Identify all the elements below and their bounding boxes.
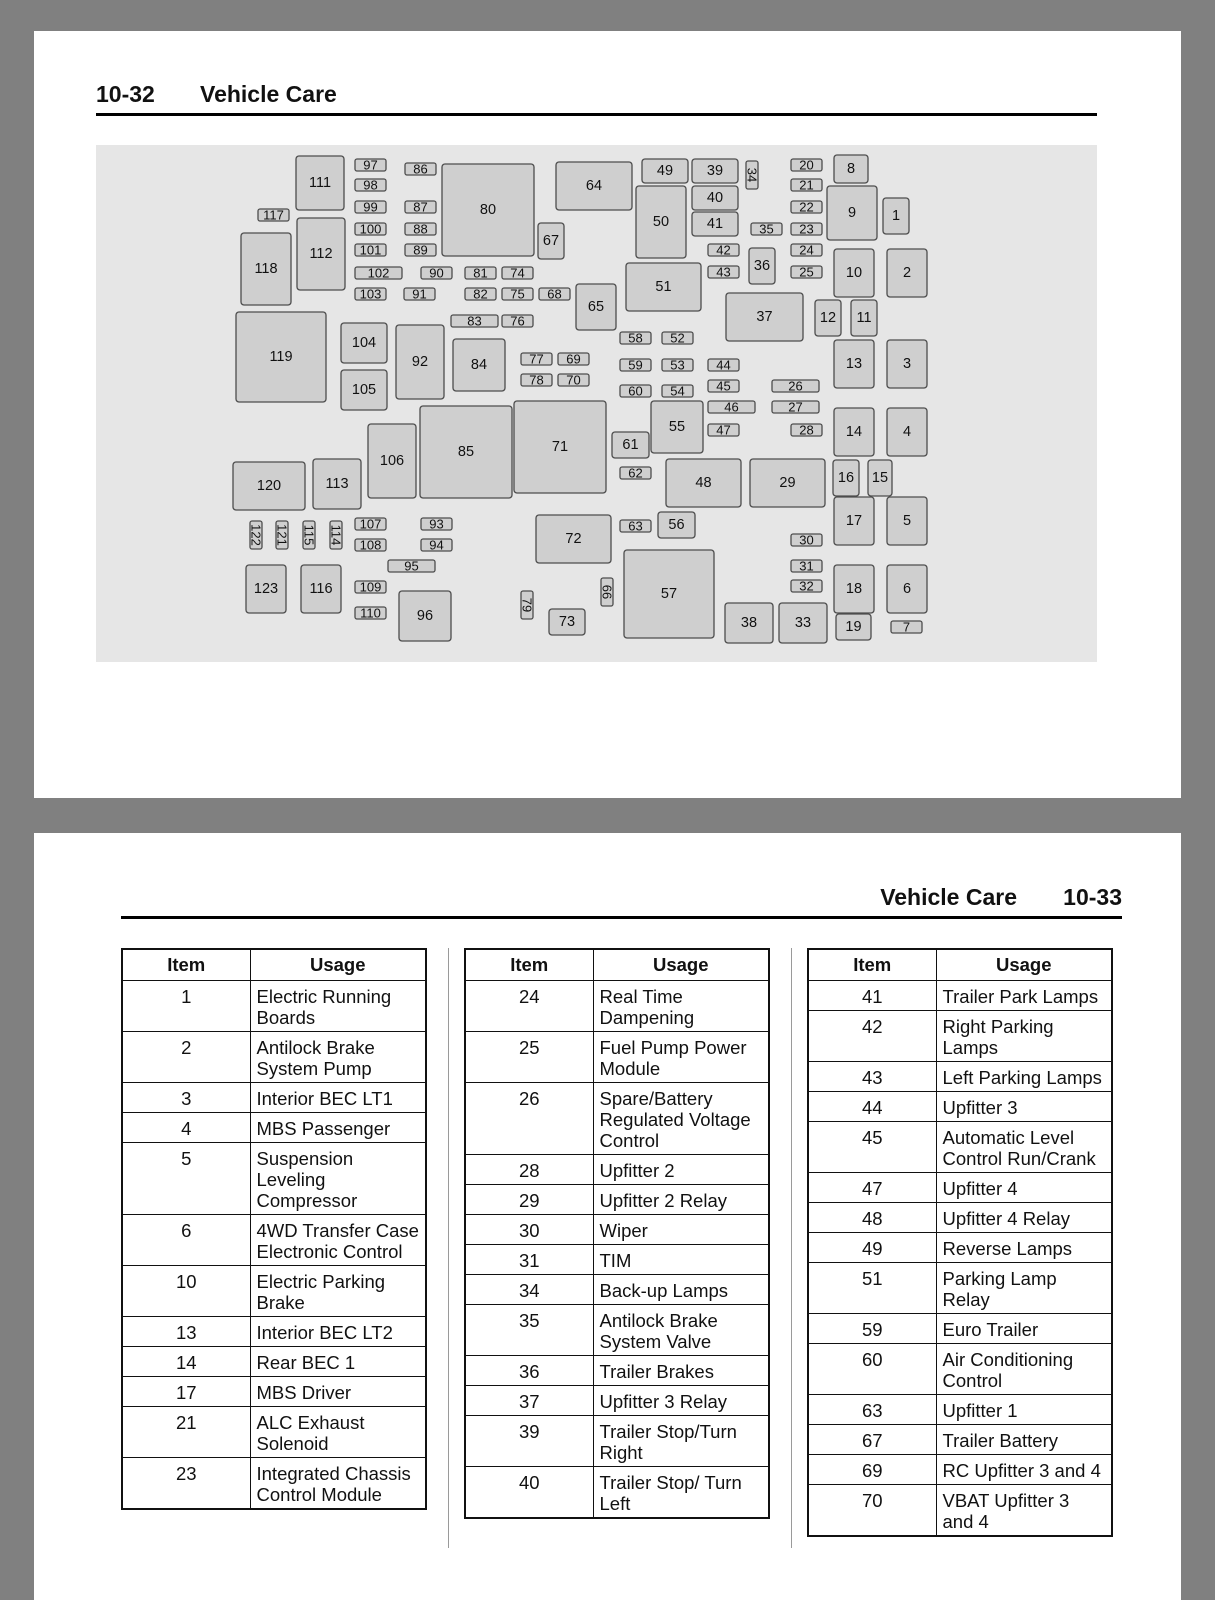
fuse-slot-label: 34 bbox=[744, 167, 760, 183]
page-number: 10-33 bbox=[1063, 884, 1122, 910]
fuse-slot-label: 66 bbox=[599, 584, 615, 600]
fuse-slot-label: 106 bbox=[379, 453, 405, 469]
item-cell: 63 bbox=[808, 1395, 936, 1425]
fuse-slot-label: 81 bbox=[473, 265, 488, 281]
fuse-slot-label: 113 bbox=[325, 476, 349, 492]
fuse-slot-label: 86 bbox=[413, 161, 428, 177]
fuse-slot-label: 11 bbox=[856, 310, 872, 326]
item-cell: 43 bbox=[808, 1062, 936, 1092]
item-cell: 36 bbox=[465, 1356, 593, 1386]
table-row bbox=[122, 1083, 426, 1113]
table-row bbox=[122, 1215, 426, 1266]
item-cell: 21 bbox=[122, 1407, 250, 1458]
fuse-slot-label: 122 bbox=[248, 524, 264, 546]
fuse-slot-label: 68 bbox=[547, 286, 562, 302]
item-cell: 14 bbox=[122, 1347, 250, 1377]
page-header bbox=[96, 81, 1097, 116]
fuse-slot-label: 95 bbox=[404, 558, 419, 574]
usage-cell: Trailer Park Lamps bbox=[936, 981, 1112, 1011]
fuse-slot-label: 80 bbox=[479, 202, 497, 218]
fuse-slot-label: 105 bbox=[351, 382, 377, 398]
item-cell: 24 bbox=[465, 981, 593, 1032]
fuse-slot-label: 38 bbox=[740, 615, 758, 631]
fuse-slot-label: 111 bbox=[308, 175, 332, 191]
fuse-slot-label: 42 bbox=[716, 242, 731, 258]
fuse-slot-label: 15 bbox=[871, 470, 889, 486]
item-cell: 42 bbox=[808, 1011, 936, 1062]
usage-cell: Interior BEC LT1 bbox=[250, 1083, 426, 1113]
fuse-slot-label: 79 bbox=[519, 597, 535, 613]
fuse-slot-label: 45 bbox=[716, 378, 731, 394]
fuse-slot-label: 108 bbox=[359, 537, 382, 553]
item-cell: 26 bbox=[465, 1083, 593, 1155]
item-cell: 23 bbox=[122, 1458, 250, 1510]
usage-cell: Left Parking Lamps bbox=[936, 1062, 1112, 1092]
fuse-slot-label: 78 bbox=[529, 372, 544, 388]
fuse-slot-label: 10 bbox=[845, 265, 863, 281]
table-row bbox=[122, 1032, 426, 1083]
usage-cell: MBS Driver bbox=[250, 1377, 426, 1407]
fuse-slot-label: 77 bbox=[529, 351, 544, 367]
item-cell: 3 bbox=[122, 1083, 250, 1113]
table-row bbox=[808, 1455, 1112, 1485]
fuse-block-diagram bbox=[96, 145, 1097, 662]
fuse-slot-label: 82 bbox=[473, 286, 488, 302]
fuse-slot-label: 30 bbox=[799, 532, 814, 548]
table-row bbox=[465, 1305, 769, 1356]
fuse-usage-table bbox=[807, 948, 1113, 1537]
fuse-slot-label: 32 bbox=[799, 578, 814, 594]
usage-cell: Suspension Leveling Compressor bbox=[250, 1143, 426, 1215]
usage-cell: Automatic Level Control Run/Crank bbox=[936, 1122, 1112, 1173]
table-row bbox=[808, 981, 1112, 1011]
fuse-slot-label: 76 bbox=[510, 313, 525, 329]
fuse-slot-label: 112 bbox=[309, 246, 333, 262]
table-row bbox=[465, 1155, 769, 1185]
item-cell: 28 bbox=[465, 1155, 593, 1185]
fuse-slot-label: 115 bbox=[301, 524, 317, 546]
fuse-slot-label: 25 bbox=[799, 264, 814, 280]
manual-page-right bbox=[34, 833, 1181, 1600]
section-title: Vehicle Care bbox=[200, 81, 337, 107]
usage-cell: Antilock Brake System Pump bbox=[250, 1032, 426, 1083]
fuse-slot-label: 41 bbox=[706, 216, 724, 232]
table-row bbox=[808, 1344, 1112, 1395]
item-cell: 51 bbox=[808, 1263, 936, 1314]
table-row bbox=[808, 1122, 1112, 1173]
fuse-slot-label: 90 bbox=[429, 265, 444, 281]
fuse-slot-label: 71 bbox=[551, 439, 569, 455]
usage-cell: Upfitter 4 bbox=[936, 1173, 1112, 1203]
fuse-slot-label: 103 bbox=[359, 286, 382, 302]
fuse-usage-table bbox=[121, 948, 427, 1510]
fuse-slot-label: 120 bbox=[256, 478, 282, 494]
fuse-slot-label: 19 bbox=[845, 619, 862, 635]
usage-header: Usage bbox=[936, 949, 1112, 981]
fuse-slot-label: 93 bbox=[429, 516, 444, 532]
fuse-slot-label: 99 bbox=[363, 199, 378, 215]
fuse-slot-label: 3 bbox=[902, 356, 912, 372]
fuse-slot-label: 26 bbox=[788, 378, 803, 394]
item-cell: 13 bbox=[122, 1317, 250, 1347]
item-cell: 49 bbox=[808, 1233, 936, 1263]
item-cell: 48 bbox=[808, 1203, 936, 1233]
table-row bbox=[808, 1173, 1112, 1203]
fuse-slot-label: 36 bbox=[753, 258, 771, 274]
usage-cell: Upfitter 3 Relay bbox=[593, 1386, 769, 1416]
usage-cell: Euro Trailer bbox=[936, 1314, 1112, 1344]
fuse-slot-label: 92 bbox=[411, 354, 429, 370]
fuse-slot-label: 39 bbox=[706, 163, 724, 179]
item-cell: 67 bbox=[808, 1425, 936, 1455]
fuse-slot-label: 8 bbox=[846, 161, 856, 177]
item-cell: 2 bbox=[122, 1032, 250, 1083]
fuse-slot-label: 100 bbox=[359, 221, 382, 237]
fuse-slot-label: 23 bbox=[799, 221, 814, 237]
table-row bbox=[808, 1425, 1112, 1455]
fuse-usage-table bbox=[464, 948, 770, 1519]
usage-cell: MBS Passenger bbox=[250, 1113, 426, 1143]
fuse-slot-label: 54 bbox=[670, 383, 685, 399]
fuse-slot-label: 6 bbox=[902, 581, 912, 597]
usage-cell: Upfitter 1 bbox=[936, 1395, 1112, 1425]
usage-cell: Trailer Battery bbox=[936, 1425, 1112, 1455]
usage-cell: Air Conditioning Control bbox=[936, 1344, 1112, 1395]
fuse-slot-label: 83 bbox=[467, 313, 482, 329]
fuse-slot-label: 52 bbox=[670, 330, 685, 346]
fuse-slot-label: 4 bbox=[902, 424, 912, 440]
fuse-slot-label: 118 bbox=[254, 261, 278, 277]
column-divider bbox=[791, 948, 792, 1548]
fuse-slot-label: 107 bbox=[359, 516, 382, 532]
fuse-slot-label: 53 bbox=[670, 357, 685, 373]
fuse-slot-label: 46 bbox=[724, 399, 739, 415]
fuse-slot-label: 12 bbox=[819, 310, 837, 326]
table-row bbox=[808, 1011, 1112, 1062]
column-divider bbox=[448, 948, 449, 1548]
fuse-slot-label: 62 bbox=[628, 465, 643, 481]
item-cell: 1 bbox=[122, 981, 250, 1032]
fuse-slot-label: 61 bbox=[622, 437, 639, 453]
usage-cell: TIM bbox=[593, 1245, 769, 1275]
table-row bbox=[122, 1377, 426, 1407]
usage-cell: Rear BEC 1 bbox=[250, 1347, 426, 1377]
usage-header: Usage bbox=[593, 949, 769, 981]
table-row bbox=[465, 1386, 769, 1416]
fuse-slot-label: 17 bbox=[845, 513, 863, 529]
table-row bbox=[465, 981, 769, 1032]
table-row bbox=[122, 1266, 426, 1317]
fuse-slot-label: 89 bbox=[413, 242, 428, 258]
fuse-slot-label: 5 bbox=[902, 513, 912, 529]
fuse-slot-label: 55 bbox=[668, 419, 686, 435]
fuse-slot-label: 98 bbox=[363, 177, 378, 193]
table-row bbox=[808, 1314, 1112, 1344]
fuse-slot-label: 21 bbox=[799, 177, 814, 193]
table-row bbox=[465, 1467, 769, 1519]
table-row bbox=[465, 1356, 769, 1386]
table-row bbox=[465, 1032, 769, 1083]
item-cell: 6 bbox=[122, 1215, 250, 1266]
fuse-slot-label: 121 bbox=[274, 524, 290, 546]
fuse-slot-label: 123 bbox=[253, 581, 279, 597]
fuse-slot-label: 102 bbox=[367, 265, 390, 281]
usage-cell: RC Upfitter 3 and 4 bbox=[936, 1455, 1112, 1485]
item-cell: 34 bbox=[465, 1275, 593, 1305]
item-cell: 59 bbox=[808, 1314, 936, 1344]
fuse-slot-label: 65 bbox=[587, 299, 605, 315]
fuse-slot-label: 2 bbox=[902, 265, 912, 281]
item-header: Item bbox=[122, 949, 250, 981]
fuse-slot-label: 43 bbox=[716, 264, 731, 280]
table-row bbox=[808, 1233, 1112, 1263]
fuse-slot-label: 110 bbox=[360, 605, 381, 621]
usage-cell: Trailer Stop/Turn Right bbox=[593, 1416, 769, 1467]
section-title: Vehicle Care bbox=[880, 884, 1017, 910]
item-cell: 25 bbox=[465, 1032, 593, 1083]
fuse-slot-label: 9 bbox=[847, 205, 857, 221]
usage-cell: Real Time Dampening bbox=[593, 981, 769, 1032]
usage-cell: ALC Exhaust Solenoid bbox=[250, 1407, 426, 1458]
fuse-slot-label: 7 bbox=[902, 619, 911, 635]
fuse-slot-label: 48 bbox=[695, 475, 712, 491]
table-row bbox=[808, 1062, 1112, 1092]
fuse-slot-label: 119 bbox=[269, 349, 293, 365]
fuse-slot-label: 20 bbox=[799, 157, 814, 173]
item-cell: 37 bbox=[465, 1386, 593, 1416]
item-cell: 35 bbox=[465, 1305, 593, 1356]
item-header: Item bbox=[465, 949, 593, 981]
fuse-slot-label: 72 bbox=[565, 531, 582, 547]
usage-cell: Electric Running Boards bbox=[250, 981, 426, 1032]
fuse-slot-label: 49 bbox=[656, 163, 674, 179]
item-header: Item bbox=[808, 949, 936, 981]
item-cell: 10 bbox=[122, 1266, 250, 1317]
table-row bbox=[465, 1416, 769, 1467]
fuse-slot-label: 85 bbox=[457, 444, 475, 460]
table-row bbox=[465, 1083, 769, 1155]
usage-cell: Trailer Brakes bbox=[593, 1356, 769, 1386]
usage-cell: Wiper bbox=[593, 1215, 769, 1245]
item-cell: 45 bbox=[808, 1122, 936, 1173]
fuse-slot-label: 87 bbox=[413, 199, 428, 215]
table-row bbox=[465, 1275, 769, 1305]
usage-cell: VBAT Upfitter 3 and 4 bbox=[936, 1485, 1112, 1537]
fuse-slot-label: 101 bbox=[359, 242, 382, 258]
item-cell: 47 bbox=[808, 1173, 936, 1203]
fuse-block-svg bbox=[96, 145, 1097, 662]
fuse-slot-label: 47 bbox=[716, 422, 731, 438]
table-row bbox=[465, 1215, 769, 1245]
fuse-slot-label: 104 bbox=[351, 335, 377, 351]
item-cell: 69 bbox=[808, 1455, 936, 1485]
page-header bbox=[121, 884, 1122, 919]
fuse-slot-label: 16 bbox=[837, 470, 855, 486]
usage-cell: Back-up Lamps bbox=[593, 1275, 769, 1305]
fuse-slot-label: 67 bbox=[542, 233, 560, 249]
fuse-slot-label: 59 bbox=[628, 357, 643, 373]
table-row bbox=[465, 1185, 769, 1215]
item-cell: 5 bbox=[122, 1143, 250, 1215]
fuse-slot-label: 94 bbox=[429, 537, 444, 553]
usage-cell: Antilock Brake System Valve bbox=[593, 1305, 769, 1356]
item-cell: 29 bbox=[465, 1185, 593, 1215]
fuse-slot-label: 116 bbox=[309, 581, 333, 597]
usage-cell: Fuel Pump Power Module bbox=[593, 1032, 769, 1083]
table-row bbox=[122, 1143, 426, 1215]
fuse-slot-label: 60 bbox=[628, 383, 643, 399]
table-row bbox=[808, 1395, 1112, 1425]
fuse-slot-label: 28 bbox=[799, 422, 814, 438]
usage-cell: Trailer Stop/ Turn Left bbox=[593, 1467, 769, 1519]
fuse-slot-label: 37 bbox=[756, 309, 773, 325]
fuse-slot-label: 114 bbox=[328, 524, 344, 546]
fuse-slot-label: 31 bbox=[799, 558, 814, 574]
fuse-slot-label: 57 bbox=[660, 586, 678, 602]
table-row bbox=[122, 1407, 426, 1458]
table-row bbox=[122, 981, 426, 1032]
fuse-slot-label: 56 bbox=[668, 517, 685, 533]
fuse-slot-label: 58 bbox=[628, 330, 643, 346]
fuse-slot-label: 73 bbox=[558, 614, 576, 630]
page-number: 10-32 bbox=[96, 81, 155, 107]
fuse-slot-label: 1 bbox=[891, 208, 901, 224]
item-cell: 31 bbox=[465, 1245, 593, 1275]
fuse-slot-label: 35 bbox=[759, 221, 774, 237]
usage-cell: Upfitter 3 bbox=[936, 1092, 1112, 1122]
item-cell: 60 bbox=[808, 1344, 936, 1395]
table-row bbox=[465, 1245, 769, 1275]
fuse-slot-label: 69 bbox=[566, 351, 581, 367]
fuse-slot-label: 64 bbox=[585, 178, 603, 194]
table-row bbox=[122, 1458, 426, 1510]
fuse-slot-label: 24 bbox=[799, 242, 814, 258]
table-row bbox=[122, 1347, 426, 1377]
fuse-slot-label: 109 bbox=[359, 579, 382, 595]
fuse-slot-label: 74 bbox=[510, 265, 525, 281]
usage-header: Usage bbox=[250, 949, 426, 981]
item-cell: 70 bbox=[808, 1485, 936, 1537]
item-cell: 17 bbox=[122, 1377, 250, 1407]
item-cell: 41 bbox=[808, 981, 936, 1011]
fuse-slot-label: 97 bbox=[363, 157, 378, 173]
fuse-slot-label: 117 bbox=[263, 207, 284, 223]
usage-cell: Reverse Lamps bbox=[936, 1233, 1112, 1263]
fuse-slot-label: 27 bbox=[788, 399, 803, 415]
fuse-slot-label: 33 bbox=[794, 615, 812, 631]
manual-page-left bbox=[34, 31, 1181, 798]
item-cell: 44 bbox=[808, 1092, 936, 1122]
fuse-slot-label: 14 bbox=[845, 424, 863, 440]
fuse-slot-label: 29 bbox=[779, 475, 796, 491]
item-cell: 4 bbox=[122, 1113, 250, 1143]
item-cell: 30 bbox=[465, 1215, 593, 1245]
fuse-slot-label: 88 bbox=[413, 221, 428, 237]
usage-cell: Electric Parking Brake bbox=[250, 1266, 426, 1317]
fuse-slot-label: 40 bbox=[706, 190, 724, 206]
fuse-slot-label: 51 bbox=[655, 279, 672, 295]
table-row bbox=[808, 1263, 1112, 1314]
table-row bbox=[808, 1092, 1112, 1122]
usage-cell: Upfitter 4 Relay bbox=[936, 1203, 1112, 1233]
fuse-slot-label: 84 bbox=[470, 357, 488, 373]
fuse-slot-label: 63 bbox=[628, 518, 643, 534]
fuse-slot-label: 18 bbox=[845, 581, 863, 597]
table-row bbox=[808, 1203, 1112, 1233]
fuse-slot-label: 91 bbox=[412, 286, 427, 302]
usage-cell: 4WD Transfer Case Electronic Control bbox=[250, 1215, 426, 1266]
table-row bbox=[122, 1113, 426, 1143]
usage-cell: Spare/Battery Regulated Voltage Control bbox=[593, 1083, 769, 1155]
fuse-slot-label: 70 bbox=[566, 372, 581, 388]
usage-cell: Upfitter 2 Relay bbox=[593, 1185, 769, 1215]
fuse-slot-label: 13 bbox=[845, 356, 863, 372]
fuse-slot-label: 50 bbox=[652, 214, 670, 230]
usage-cell: Interior BEC LT2 bbox=[250, 1317, 426, 1347]
fuse-slot-label: 22 bbox=[799, 199, 814, 215]
usage-cell: Parking Lamp Relay bbox=[936, 1263, 1112, 1314]
table-row bbox=[122, 1317, 426, 1347]
usage-cell: Upfitter 2 bbox=[593, 1155, 769, 1185]
usage-cell: Right Parking Lamps bbox=[936, 1011, 1112, 1062]
item-cell: 40 bbox=[465, 1467, 593, 1519]
fuse-slot-label: 96 bbox=[416, 608, 434, 624]
table-row bbox=[808, 1485, 1112, 1537]
fuse-slot-label: 44 bbox=[716, 357, 731, 373]
fuse-slot-label: 75 bbox=[510, 286, 525, 302]
usage-cell: Integrated Chassis Control Module bbox=[250, 1458, 426, 1510]
item-cell: 39 bbox=[465, 1416, 593, 1467]
